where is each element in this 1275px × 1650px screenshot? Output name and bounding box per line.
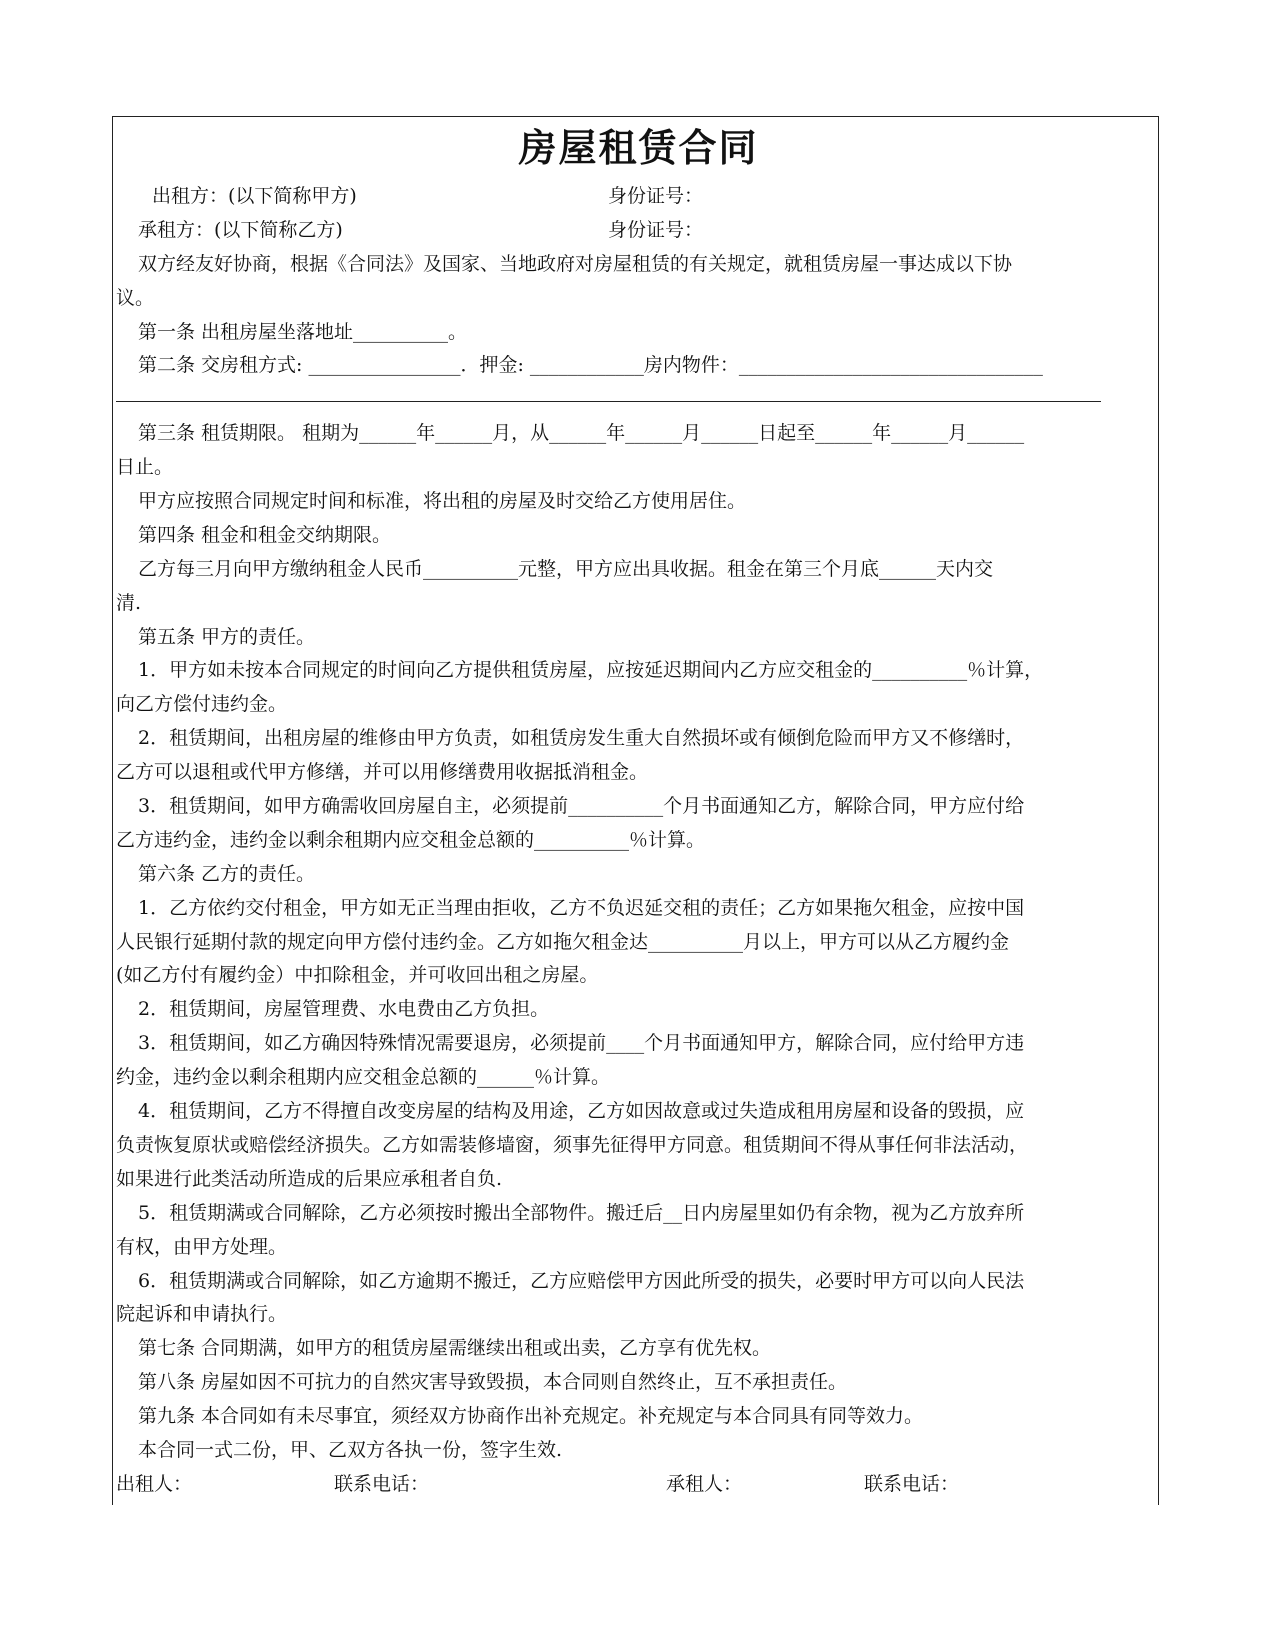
text-line: 5．租赁期满或合同解除，乙方必须按时搬出全部物件。搬迁后__日内房屋里如仍有余物，视为乙方放弃所	[138, 1201, 1025, 1224]
text-line: 负责恢复原状或赔偿经济损失。乙方如需装修墙窗，须事先征得甲方同意。租赁期间不得从事任何非法活动，	[116, 1133, 1029, 1156]
article-7: 第七条 合同期满，如甲方的租赁房屋需继续出租或出卖，乙方享有优先权。	[138, 1337, 772, 1360]
text-line: 甲方应按照合同规定时间和标准，将出租的房屋及时交给乙方使用居住。	[138, 490, 747, 513]
underline-rule	[116, 383, 1101, 402]
text-line: 乙方可以退租或代甲方修缮，并可以用修缮费用收据抵消租金。	[116, 761, 649, 784]
article-1: 第一条 出租房屋坐落地址__________。	[138, 320, 468, 343]
article-6: 第六条 乙方的责任。	[138, 862, 316, 885]
article-2: 第二条 交房租方式: ________________．押金: ____________房内物件：________________________________	[138, 354, 1043, 377]
text-line: 如果进行此类活动所造成的后果应承租者自负.	[116, 1167, 503, 1190]
text-line: 3．租赁期间，如乙方确因特殊情况需要退房，必须提前____个月书面通知甲方，解除合同，应付给甲方违	[138, 1032, 1025, 1055]
blank-rule-line	[116, 383, 1161, 417]
lessee-label: 承租方：(以下简称乙方)	[138, 218, 343, 241]
text-line: 4．租赁期间，乙方不得擅自改变房屋的结构及用途，乙方如因故意或过失造成租用房屋和设备的毁损，应	[138, 1100, 1025, 1123]
article-5: 第五条 甲方的责任。	[138, 625, 316, 648]
text-line: 乙方每三月向甲方缴纳租金人民币__________元整，甲方应出具收据。租金在第三个月底______天内交	[138, 557, 994, 580]
lessee-sign-label: 承租人：	[666, 1472, 743, 1495]
article-8: 第八条 房屋如因不可抗力的自然灾害导致毁损，本合同则自然终止，互不承担责任。	[138, 1371, 848, 1394]
signature-row	[116, 1468, 1161, 1502]
text-line: 有权，由甲方处理。	[116, 1235, 288, 1258]
lessor-sign-label: 出租人：	[116, 1472, 193, 1495]
lessee-row	[116, 214, 1161, 248]
text-line: 6．租赁期满或合同解除，如乙方逾期不搬迁，乙方应赔偿甲方因此所受的损失，必要时甲方可以向人民法	[138, 1269, 1025, 1292]
text-line: 3．租赁期间，如甲方确需收回房屋自主，必须提前__________个月书面通知乙方，解除合同，甲方应付给	[138, 795, 1025, 818]
copies-clause: 本合同一式二份，甲、乙双方各执一份，签字生效.	[138, 1438, 563, 1461]
text-line: 2．租赁期间，出租房屋的维修由甲方负责，如租赁房发生重大自然损坏或有倾倒危险而甲方又不修缮时，	[138, 727, 1025, 750]
text-line: 议。	[116, 286, 155, 309]
text-line: 乙方违约金，违约金以剩余租期内应交租金总额的__________％计算。	[116, 828, 706, 851]
text-line: 2．租赁期间，房屋管理费、水电费由乙方负担。	[138, 998, 550, 1021]
text-line: 院起诉和申请执行。	[116, 1303, 288, 1326]
lessee-phone-label: 联系电话：	[864, 1472, 960, 1495]
text-line: 向乙方偿付违约金。	[116, 693, 288, 716]
lessee-id-label: 身份证号：	[608, 218, 704, 241]
contract-document	[116, 116, 1161, 1502]
lessor-phone-label: 联系电话：	[334, 1472, 430, 1495]
text-line: 日止。	[116, 456, 174, 479]
document-title: 房屋租赁合同	[518, 126, 759, 170]
text-line: (如乙方付有履约金）中扣除租金，并可收回出租之房屋。	[116, 964, 599, 987]
lessor-label: 出租方：(以下简称甲方)	[152, 185, 357, 207]
text-line: 人民银行延期付款的规定向甲方偿付违约金。乙方如拖欠租金达__________月以上，甲方可以从乙方履约金	[116, 930, 1010, 953]
text-line: 1．甲方如未按本合同规定的时间向乙方提供租赁房屋，应按延迟期间内乙方应交租金的__________％计算，	[138, 659, 1044, 682]
lessor-row	[116, 180, 1161, 214]
lessor-id-label: 身份证号：	[608, 185, 704, 207]
article-3: 第三条 租赁期限。 租期为______年______月，从______年______月______日起至______年______月______	[138, 422, 1025, 445]
article-4: 第四条 租金和租金交纳期限。	[138, 523, 392, 546]
text-line: 约金，违约金以剩余租期内应交租金总额的______％计算。	[116, 1066, 611, 1089]
text-line: 1．乙方依约交付租金，甲方如无正当理由拒收，乙方不负迟延交租的责任；乙方如果拖欠租金，应按中国	[138, 896, 1025, 919]
article-9: 第九条 本合同如有未尽事宜，须经双方协商作出补充规定。补充规定与本合同具有同等效力。	[138, 1405, 924, 1428]
text-line: 清.	[116, 591, 142, 614]
text-line: 双方经友好协商，根据《合同法》及国家、当地政府对房屋租赁的有关规定，就租赁房屋一事达成以下协	[138, 252, 1013, 275]
